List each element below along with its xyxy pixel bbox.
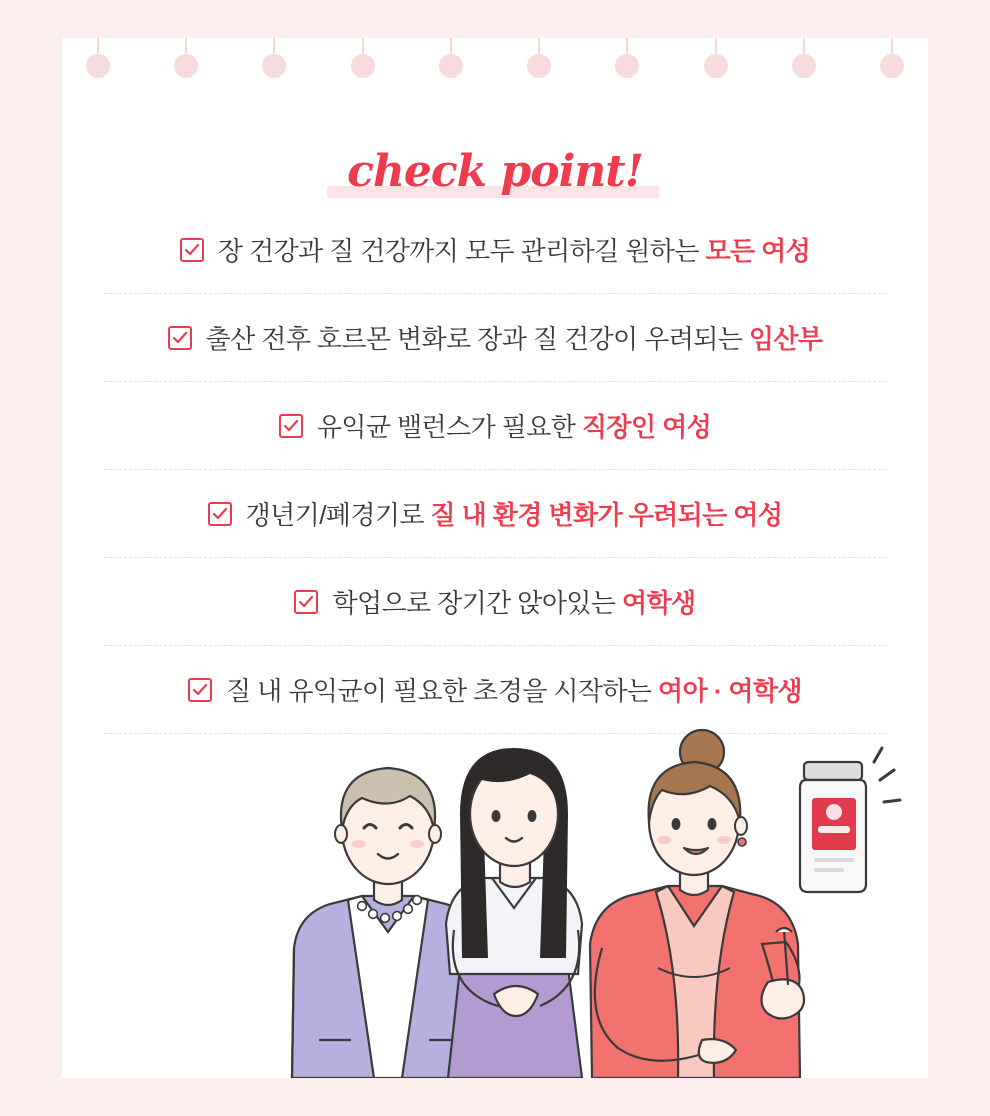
checkbox-checked-icon	[180, 238, 204, 262]
three-women-with-supplement-bottle-illustration	[62, 718, 928, 1078]
list-item-prefix: 갱년기/폐경기로	[245, 500, 431, 530]
list-item-highlight: 모든 여성	[705, 236, 811, 266]
list-item-text	[246, 495, 783, 532]
list-item	[104, 382, 886, 470]
checklist	[104, 206, 886, 734]
list-item-prefix: 유익균 밸런스가 필요한	[316, 412, 582, 442]
page-title-mark: !	[624, 146, 643, 197]
list-item-highlight: 질 내 환경 변화가 우려되는 여성	[430, 500, 783, 530]
young-woman-center	[446, 748, 582, 1078]
list-item-text	[332, 583, 695, 620]
list-item-prefix: 학업으로 장기간 앉아있는	[332, 588, 622, 618]
list-item	[104, 294, 886, 382]
list-item-highlight: 여학생	[622, 588, 696, 618]
list-item-prefix: 질 내 유익균이 필요한 초경을 시작하는	[226, 676, 659, 706]
checkbox-checked-icon	[208, 502, 232, 526]
list-item-highlight: 여아 · 여학생	[658, 676, 802, 706]
list-item	[104, 206, 886, 294]
checkbox-checked-icon	[279, 414, 303, 438]
list-item	[104, 470, 886, 558]
checkbox-checked-icon	[294, 590, 318, 614]
list-item-prefix: 장 건강과 질 건강까지 모두 관리하길 원하는	[217, 236, 706, 266]
page-title	[62, 146, 928, 197]
list-item-text	[206, 319, 823, 356]
list-item-text	[317, 407, 711, 444]
list-item-text	[218, 231, 810, 268]
woman-right-holding-bottle	[590, 730, 804, 1078]
list-item	[104, 558, 886, 646]
list-item-text	[226, 671, 802, 708]
list-item-highlight: 직장인 여성	[581, 412, 712, 442]
list-item-prefix: 출산 전후 호르몬 변화로 장과 질 건강이 우려되는	[205, 324, 749, 354]
checkbox-checked-icon	[188, 678, 212, 702]
list-item-highlight: 임산부	[748, 324, 823, 354]
checkbox-checked-icon	[168, 326, 192, 350]
page-title-text: check point	[347, 146, 625, 197]
supplement-bottle	[800, 748, 900, 892]
